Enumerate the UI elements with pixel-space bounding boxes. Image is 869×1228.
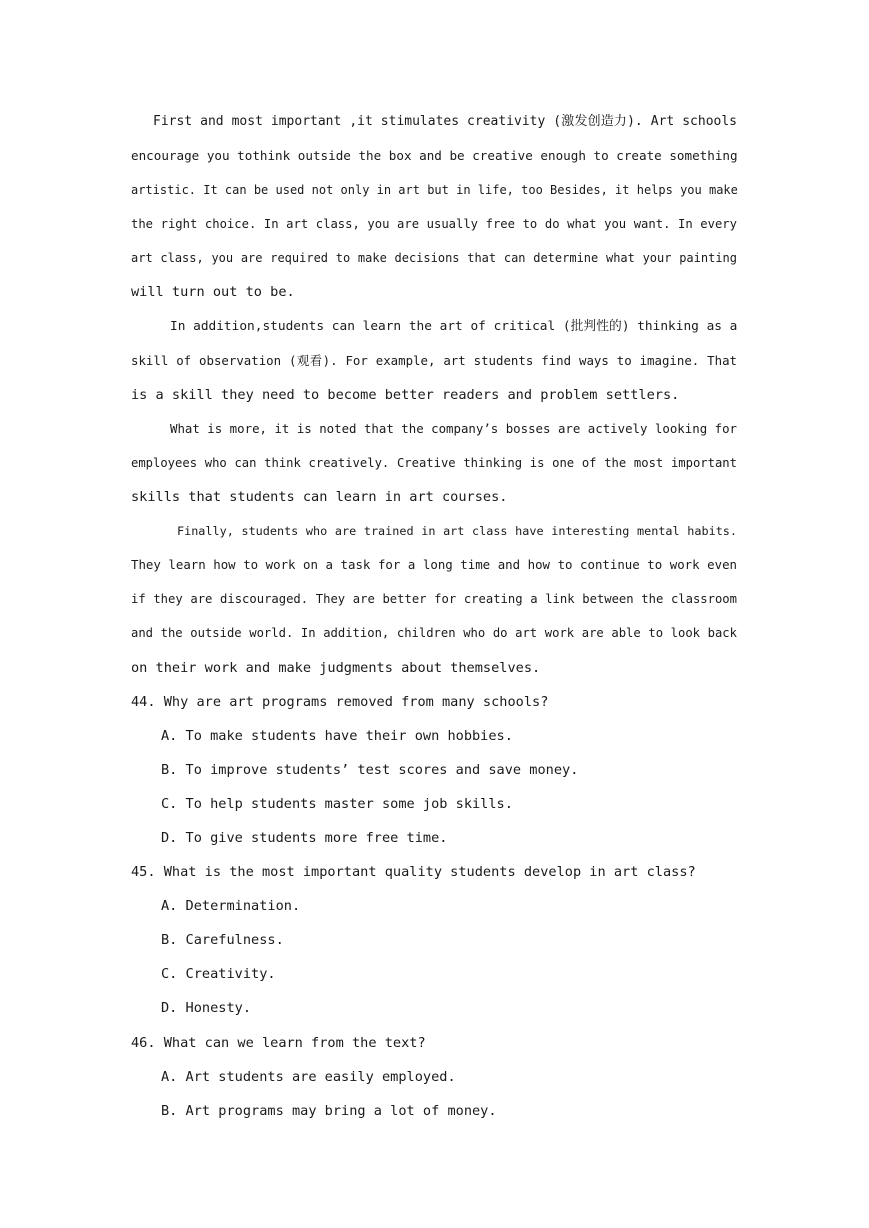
text-line: encourage you tothink outside the box and be creative enough to create something xyxy=(131,148,738,164)
paragraph-1 xyxy=(131,105,737,310)
text-line: Finally, students who are trained in art class have interesting mental habits. xyxy=(177,524,737,539)
option-b: B. Art programs may bring a lot of money. xyxy=(161,1102,497,1119)
text-line: is a skill they need to become better readers and problem settlers. xyxy=(131,386,680,403)
question-stem: 46. What can we learn from the text? xyxy=(131,1034,426,1051)
text-line: employees who can think creatively. Creative thinking is one of the most important xyxy=(131,455,737,470)
text-line: on their work and make judgments about themselves. xyxy=(131,659,541,676)
text-line: They learn how to work on a task for a long time and how to continue to work even xyxy=(131,557,737,573)
text-line: the right choice. In art class, you are usually free to do what you want. In every xyxy=(131,217,737,232)
question-stem: 44. Why are art programs removed from many schools? xyxy=(131,693,549,710)
text-line: if they are discouraged. They are better for creating a link between the classroom xyxy=(131,592,737,607)
text-line: art class, you are required to make decisions that can determine what your painting xyxy=(131,251,737,266)
question-46 xyxy=(131,1026,737,1128)
text-line: and the outside world. In addition, children who do art work are able to look back xyxy=(131,626,737,641)
option-d: D. Honesty. xyxy=(161,1000,252,1017)
question-44 xyxy=(131,685,737,855)
question-45 xyxy=(131,855,737,1025)
option-b: B. To improve students’ test scores and save money. xyxy=(161,761,579,778)
text-line: will turn out to be. xyxy=(131,284,295,301)
text-line: skill of observation (观看). For example, art students find ways to imagine. That xyxy=(131,352,737,368)
document-page xyxy=(131,105,737,1128)
text-line: First and most important ,it stimulates creativity (激发创造力). Art schools xyxy=(153,114,737,129)
option-a: A. Art students are easily employed. xyxy=(161,1068,456,1085)
text-line: skills that students can learn in art courses. xyxy=(131,489,508,506)
paragraph-3 xyxy=(131,412,737,514)
option-d: D. To give students more free time. xyxy=(161,829,448,846)
option-c: C. Creativity. xyxy=(161,966,276,983)
text-line: In addition,students can learn the art of critical (批判性的) thinking as a xyxy=(170,318,738,334)
question-stem: 45. What is the most important quality students develop in art class? xyxy=(131,864,696,881)
paragraph-4 xyxy=(131,514,737,684)
text-line: What is more, it is noted that the company’s bosses are actively looking for xyxy=(170,420,737,436)
option-b: B. Carefulness. xyxy=(161,932,284,949)
option-c: C. To help students master some job skills. xyxy=(161,795,513,812)
option-a: A. Determination. xyxy=(161,898,301,915)
option-a: A. To make students have their own hobbies. xyxy=(161,727,513,744)
text-line: artistic. It can be used not only in art but in life, too Besides, it helps you make xyxy=(131,183,738,198)
paragraph-2 xyxy=(131,310,737,412)
